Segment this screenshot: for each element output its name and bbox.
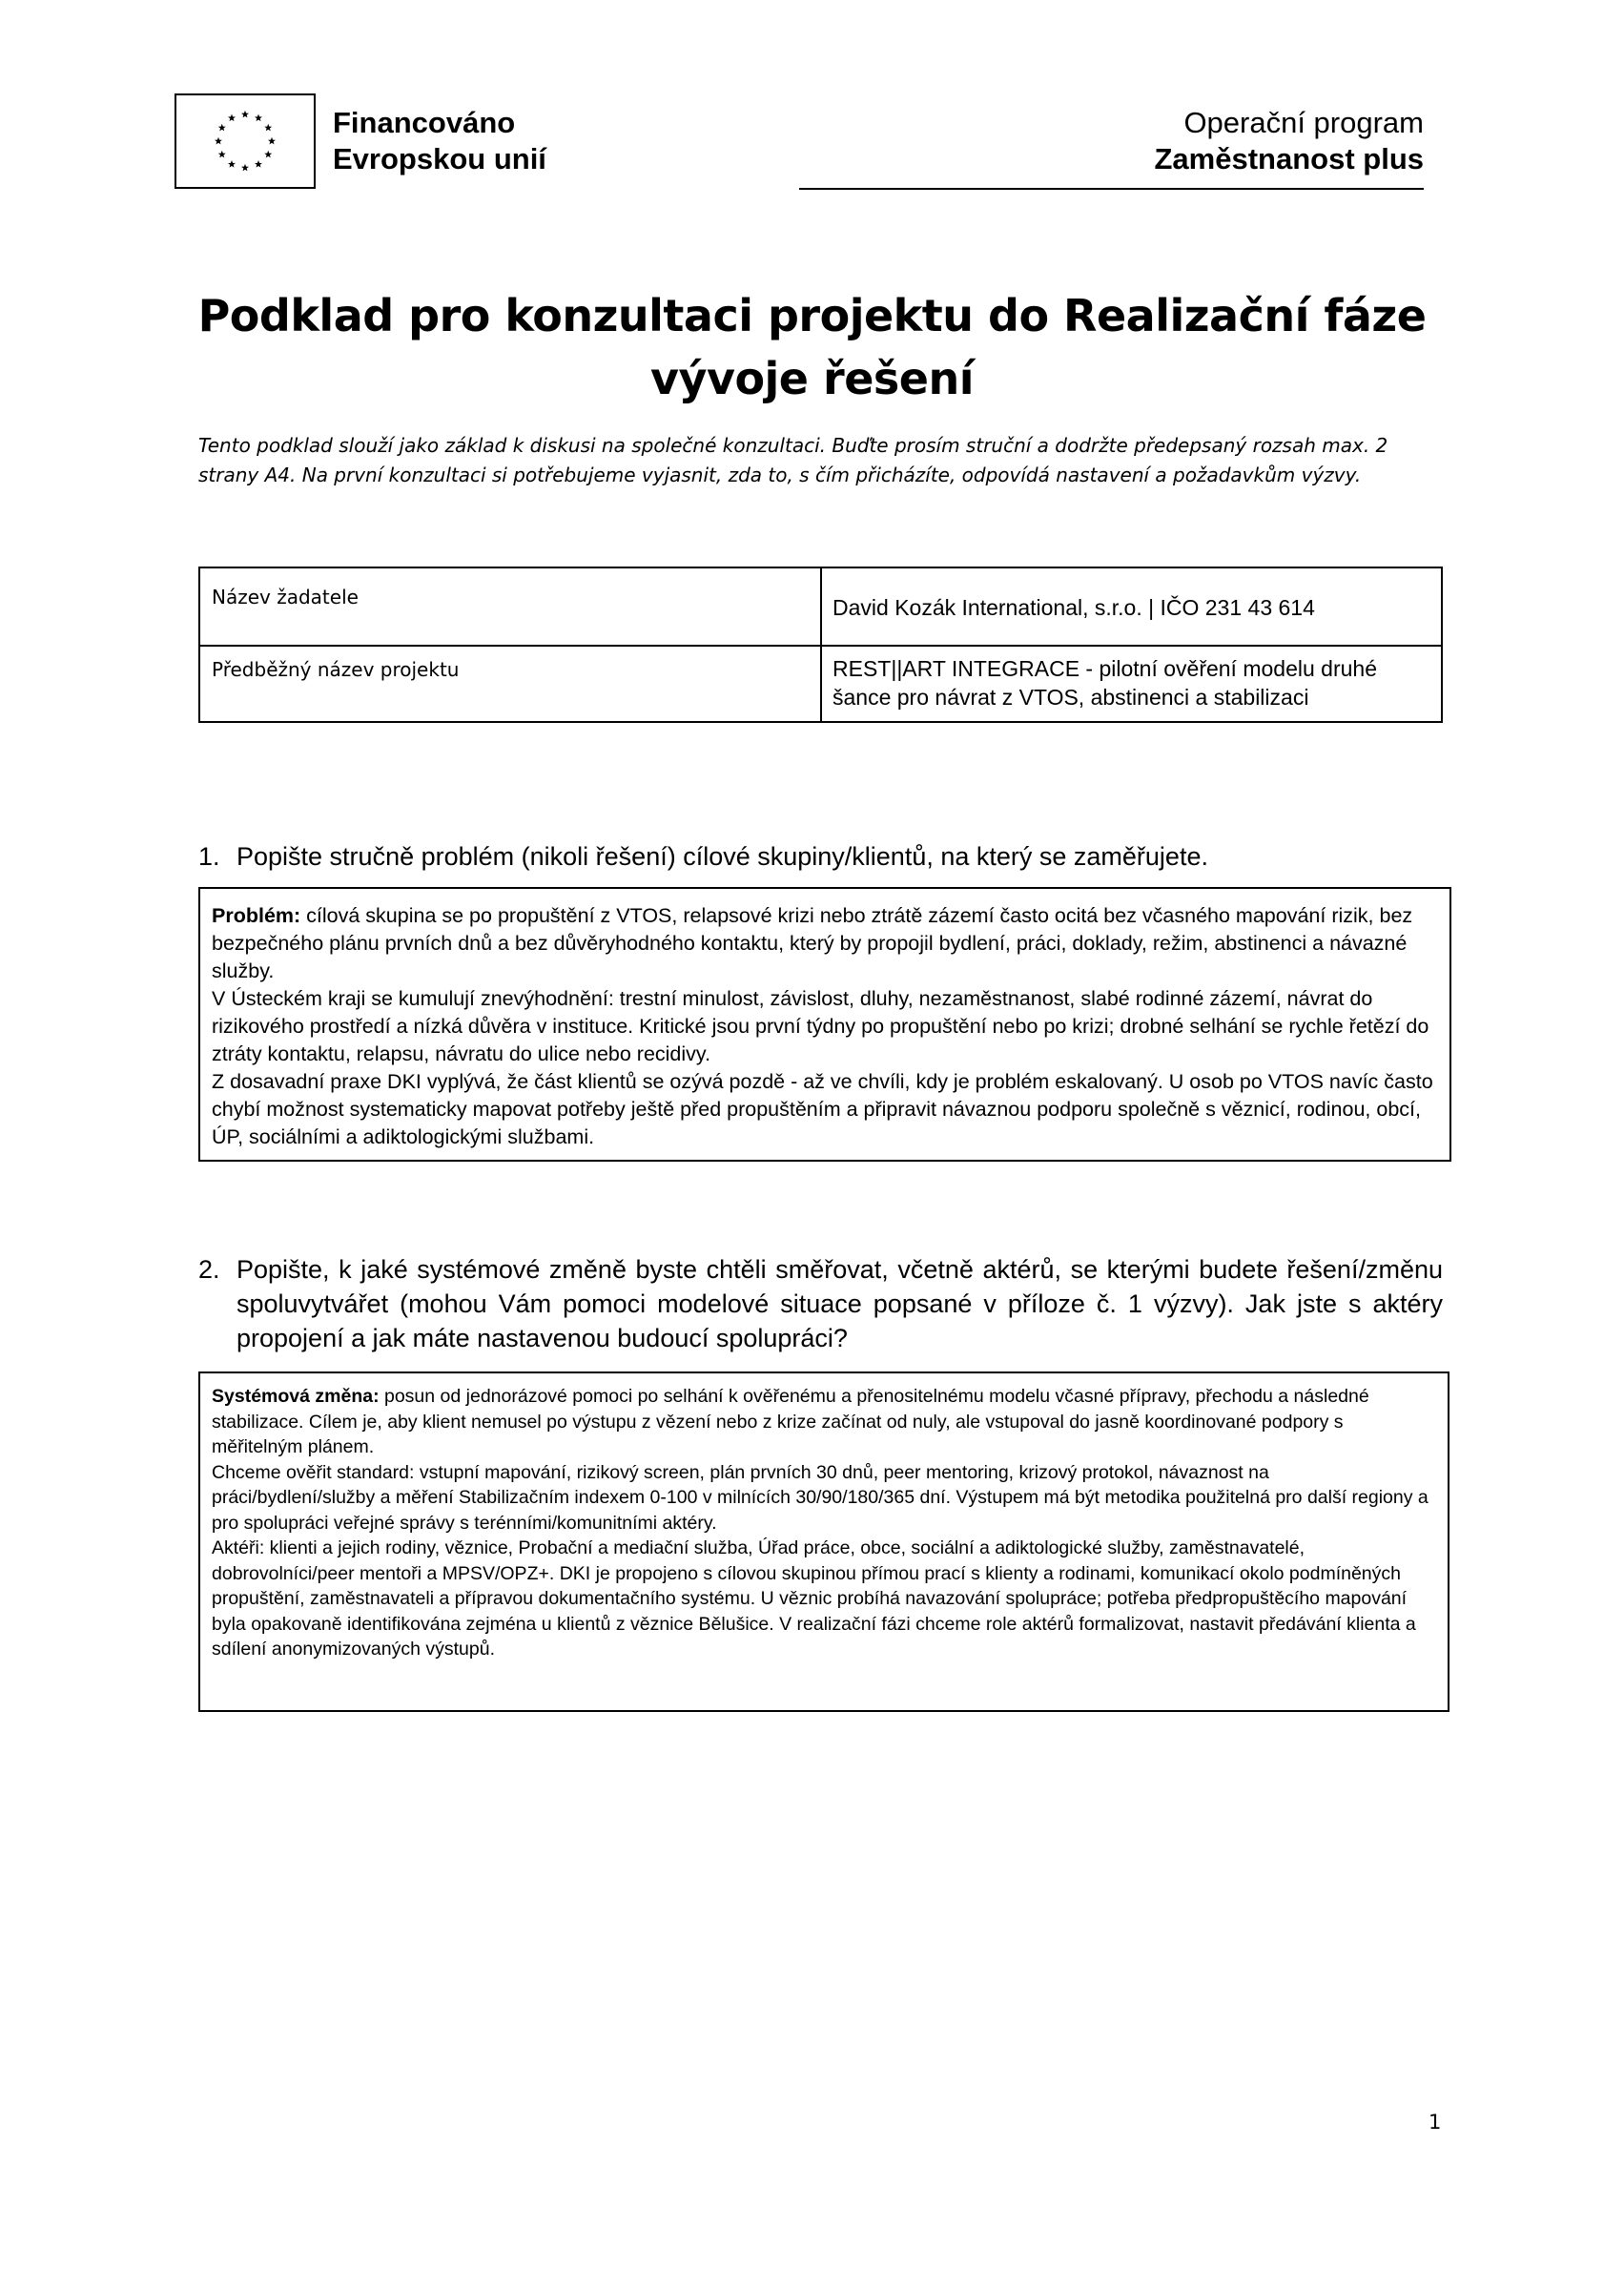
eu-star [255, 160, 262, 168]
answer-2-box [198, 1371, 1449, 1712]
answer-1-para1 [212, 902, 1438, 985]
applicant-info-table [198, 567, 1443, 723]
program-logo [1155, 105, 1425, 177]
applicant-label: Název žadatele [212, 586, 359, 608]
eu-star [255, 114, 262, 122]
table-row-divider [200, 645, 1441, 647]
title-line1: Podklad pro konzultaci projektu do Realizační fáze [197, 290, 1427, 341]
program-underline [799, 188, 1424, 190]
eu-star [264, 124, 272, 132]
question-2 [198, 1252, 1443, 1359]
eu-flag-logo [175, 93, 316, 189]
eu-funding-line1: Financováno [333, 106, 516, 139]
eu-star [264, 151, 272, 158]
answer-2-para1 [212, 1384, 1436, 1460]
eu-star [228, 114, 236, 122]
intro-paragraph: Tento podklad slouží jako základ k diskusi na společné konzultaci. Buďte prosím struční a dodržte předepsaný rozsah max. 2 strany A4. Na první konzultaci si potřebujeme vyjasnit, zda to, s čím přicházíte, odpovídá nastavení a požadavkům výzvy. [198, 434, 1388, 486]
applicant-value: David Kozák International, s.r.o. | IČO 231 43 614 [833, 595, 1315, 620]
answer-2-text1: posun od jednorázové pomoci po selhání k ověřenému a přenositelnému modelu včasné přípravy, přechodu a následné stabilizace. Cílem je, aby klient nemusel po výstupu z vězení nebo z krize začínat od nuly, ale vstupoval do jasně koordinované podpory s měřitelným plánem. [212, 1386, 1369, 1457]
document-title [191, 284, 1433, 410]
eu-funding-line2: Evropskou unií [333, 142, 546, 175]
program-line1: Operační program [1183, 106, 1424, 139]
program-line2: Zaměstnanost plus [1154, 142, 1424, 175]
answer-1-lead: Problém: [212, 904, 301, 927]
answer-1-box [198, 887, 1451, 1162]
question-2-number: 2. [198, 1255, 220, 1284]
answer-1-para2: V Ústeckém kraji se kumulují znevýhodnění: trestní minulost, závislost, dluhy, nezaměstnanost, slabé rodinné zázemí, návrat do rizikového prostředí a nízká důvěra v instituce. Kritické jsou první týdny po propuštění nebo po krizi; drobné selhání se rychle řetězí do ztráty kontaktu, relapsu, návratu do ulice nebo recidivy. [212, 987, 1429, 1065]
answer-2-para2: Chceme ověřit standard: vstupní mapování, rizikový screen, plán prvních 30 dnů, peer mentoring, krizový protokol, návaznost na práci/bydlení/služby a měření Stabilizačním indexem 0-100 v milnících 30/90/180/365 dní. Výstupem má být metodika použitelná pro další regiony a pro spolupráci veřejné správy s terénními/komunitními aktéry. [212, 1461, 1429, 1534]
eu-star [218, 151, 226, 158]
eu-star [215, 137, 222, 145]
page-number: 1 [1429, 2111, 1442, 2134]
eu-star [228, 160, 236, 168]
answer-1-para3: Z dosavadní praxe DKI vyplývá, že část klientů se ozývá pozdě - až ve chvíli, kdy je problém eskalovaný. U osob po VTOS navíc často chybí možnost systematicky mapovat potřeby ještě před propuštěním a připravit návaznou podporu společně s věznicí, rodinou, obcí, ÚP, sociálními a adiktologickými službami. [212, 1070, 1433, 1148]
answer-2-para3: Aktéři: klienti a jejich rodiny, věznice, Probační a mediační služba, Úřad práce, obce, sociální a adiktologické služby, zaměstnavatelé, dobrovolníci/peer mentoři a MPSV/OPZ+. DKI je propojeno s cílovou skupinou přímou prací s klienty a rodinami, komunikací okolo podmíněných propuštění, zaměstnavateli a přípravou dokumentačního systému. U věznic probíhá navazování spolupráce; potřeba předpropuštěcího mapování byla opakovaně identifikována zejména u klientů z věznice Bělušice. V realizační fázi chceme role aktérů formalizovat, nastavit předávání klienta a sdílení anonymizovaných výstupů. [212, 1537, 1416, 1660]
title-line2: vývoje řešení [649, 353, 975, 404]
answer-2-lead: Systémová změna: [212, 1386, 380, 1407]
question-1-text: Popište stručně problém (nikoli řešení) cílové skupiny/klientů, na který se zaměřujete. [236, 842, 1208, 871]
eu-funding-label [333, 105, 546, 177]
eu-star [241, 164, 249, 172]
question-1 [198, 839, 1443, 877]
eu-star [268, 137, 276, 145]
question-2-text: Popište, k jaké systémové změně byste chtěli směřovat, včetně aktérů, se kterými budete řešení/změnu spoluvytvářet (mohou Vám pomoci modelové situace popsané v příloze č. 1 výzvy). Jak jste s aktéry propojení a jak máte nastavenou budoucí spolupráci? [236, 1255, 1443, 1352]
project-label: Předběžný název projektu [212, 658, 460, 681]
question-1-number: 1. [198, 842, 220, 871]
eu-star [218, 124, 226, 132]
eu-stars-icon [176, 95, 314, 187]
project-value: REST||ART INTEGRACE - pilotní ověření modelu druhé šance pro návrat z VTOS, abstinenci a stabilizaci [833, 656, 1377, 710]
eu-star [241, 111, 249, 118]
answer-1-text1: cílová skupina se po propuštění z VTOS, relapsové krizi nebo ztrátě zázemí často ocitá bez včasného mapování rizik, bez bezpečného plánu prvních dnů a bez důvěryhodného kontaktu, který by propojil bydlení, práci, doklady, režim, abstinenci a návazné služby. [212, 904, 1413, 982]
